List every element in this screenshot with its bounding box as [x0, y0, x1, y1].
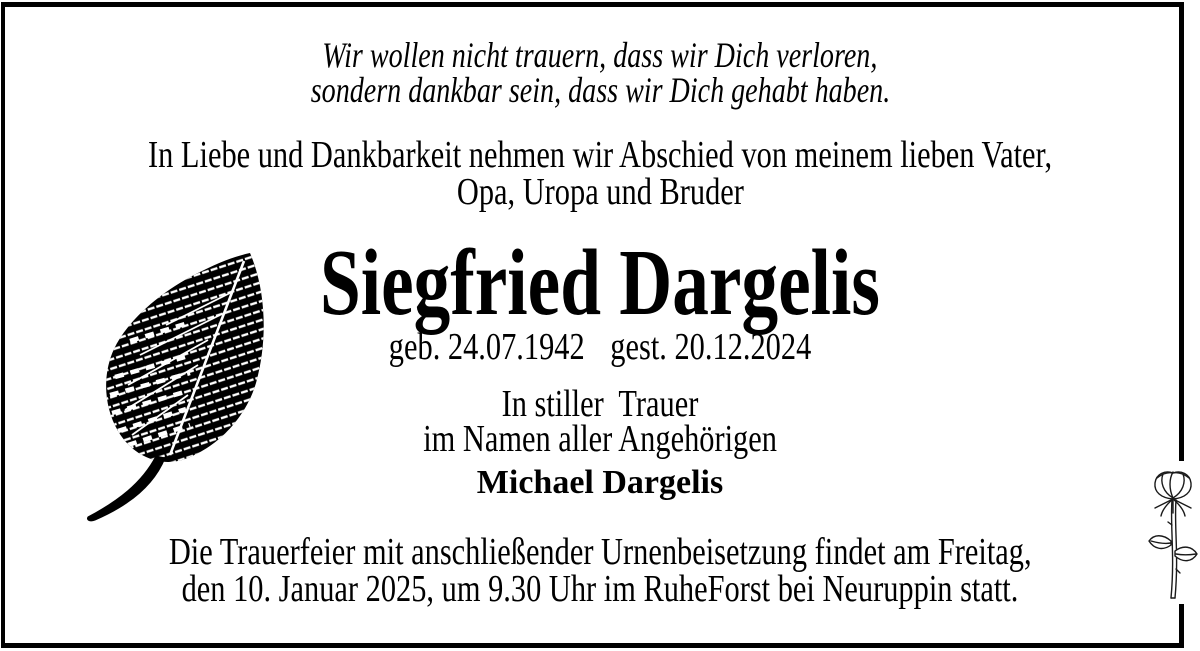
birth-date: geb. 24.07.1942 [388, 326, 585, 368]
epigraph-line-2: sondern dankbar sein, dass wir Dich gehabt haben. [310, 70, 890, 110]
mourning-note [0, 383, 1200, 460]
deceased-name: Siegfried Dargelis [320, 231, 880, 335]
funeral-line-1: Die Trauerfeier mit anschließender Urnenbeisetzung findet am Freitag, [168, 531, 1032, 573]
death-date: gest. 20.12.2024 [610, 326, 812, 368]
frame-border-right-lower [1179, 604, 1184, 648]
mourning-line-2: im Namen aller Angehörigen [423, 418, 777, 460]
intro-line-2: Opa, Uropa und Bruder [456, 171, 744, 213]
intro-line-1: In Liebe und Dankbarkeit nehmen wir Abschied von meinem lieben Vater, [147, 134, 1053, 176]
mourning-line-1: In stiller Trauer [501, 383, 699, 425]
funeral-details [0, 531, 1200, 610]
life-dates [0, 326, 1200, 368]
frame-border-bottom [1, 643, 1184, 648]
frame-border-top [1, 2, 1184, 7]
funeral-line-2: den 10. Januar 2025, um 9.30 Uhr im RuheForst bei Neuruppin statt. [181, 568, 1019, 610]
epigraph [0, 35, 1200, 110]
mourner-name: Michael Dargelis [476, 464, 724, 501]
epigraph-line-1: Wir wollen nicht trauern, dass wir Dich verloren, [322, 35, 878, 75]
introduction [0, 134, 1200, 213]
